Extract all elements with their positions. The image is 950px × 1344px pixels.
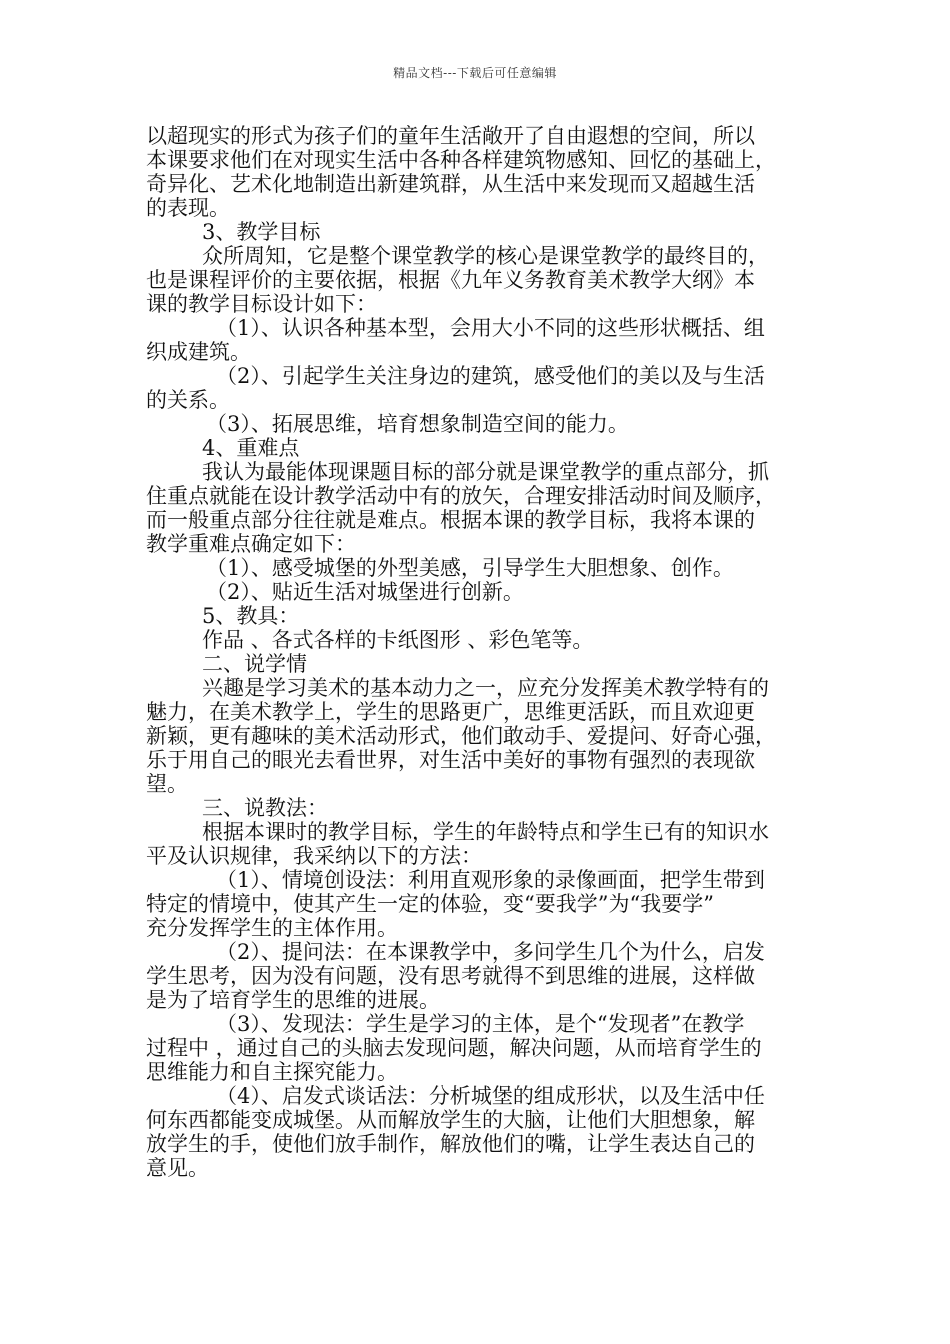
text-line: 兴趣是学习美术的基本动力之一，应充分发挥美术教学特有的 (202, 676, 769, 700)
text-line: （1）、认识各种基本型，会用大小不同的这些形状概括、组 (216, 316, 765, 340)
text-line: 众所周知，它是整个课堂教学的核心是课堂教学的最终目的， (202, 244, 769, 268)
text-line: 3、教学目标 (202, 220, 321, 244)
text-line: 本课要求他们在对现实生活中各种各样建筑物感知、回忆的基础上， (146, 148, 776, 172)
text-line: 4、重难点 (202, 436, 300, 460)
text-line: 织成建筑。 (146, 340, 251, 364)
text-line: （2）、提问法：在本课教学中，多问学生几个为什么，启发 (216, 940, 765, 964)
text-line: 住重点就能在设计教学活动中有的放矢，合理安排活动时间及顺序， (146, 484, 776, 508)
text-line: （2）、引起学生关注身边的建筑，感受他们的美以及与生活 (216, 364, 765, 388)
text-line: （2）、贴近生活对城堡进行创新。 (206, 580, 524, 604)
text-line: 新颖，更有趣味的美术活动形式，他们敢动手、爱提问、好奇心强， (146, 724, 776, 748)
text-line: 过程中 ，通过自己的头脑去发现问题，解决问题，从而培育学生的 (146, 1036, 762, 1060)
text-line: 意见。 (146, 1156, 209, 1180)
text-line: 特定的情境中，使其产生一定的体验，变“要我学”为“我要学” (146, 892, 714, 916)
text-line: 根据本课时的教学目标，学生的年龄特点和学生已有的知识水 (202, 820, 769, 844)
text-line: （1）、情境创设法：利用直观形象的录像画面，把学生带到 (216, 868, 765, 892)
text-line: 教学重难点确定如下： (146, 532, 356, 556)
text-line: 的关系。 (146, 388, 230, 412)
text-line: 学生思考，因为没有问题，没有思考就得不到思维的进展，这样做 (146, 964, 755, 988)
text-line: 何东西都能变成城堡。从而解放学生的大脑，让他们大胆想象，解 (146, 1108, 755, 1132)
text-line: 奇异化、艺术化地制造出新建筑群，从生活中来发现而又超越生活 (146, 172, 755, 196)
text-line: 思维能力和自主探究能力。 (146, 1060, 398, 1084)
text-line: 二、说学情 (202, 652, 307, 676)
text-line: 而一般重点部分往往就是难点。根据本课的教学目标，我将本课的 (146, 508, 755, 532)
text-line: 作品 、各式各样的卡纸图形 、彩色笔等。 (202, 628, 594, 652)
text-line: 魅力，在美术教学上，学生的思路更广，思维更活跃，而且欢迎更 (146, 700, 755, 724)
text-line: （1）、感受城堡的外型美感，引导学生大胆想象、创作。 (206, 556, 734, 580)
text-line: 平及认识规律，我采纳以下的方法： (146, 844, 482, 868)
text-line: 课的教学目标设计如下： (146, 292, 377, 316)
text-line: 充分发挥学生的主体作用。 (146, 916, 398, 940)
text-line: 三、说教法： (202, 796, 328, 820)
text-line: 以超现实的形式为孩子们的童年生活敞开了自由遐想的空间，所以 (146, 124, 755, 148)
text-line: 望。 (146, 772, 188, 796)
text-line: 的表现。 (146, 196, 230, 220)
page-header: 精品文档---下载后可任意编辑 (393, 66, 557, 80)
text-line: 5、教具： (202, 604, 300, 628)
text-line: （3）、拓展思维，培育想象制造空间的能力。 (206, 412, 629, 436)
text-line: 放学生的手，使他们放手制作，解放他们的嘴，让学生表达自己的 (146, 1132, 755, 1156)
text-line: 乐于用自己的眼光去看世界，对生活中美好的事物有强烈的表现欲 (146, 748, 755, 772)
document-body (146, 124, 808, 1180)
text-line: 也是课程评价的主要依据，根据《九年义务教育美术教学大纲》本 (146, 268, 755, 292)
text-line: 我认为最能体现课题目标的部分就是课堂教学的重点部分，抓 (202, 460, 769, 484)
text-line: （3）、发现法：学生是学习的主体，是个“发现者”在教学 (216, 1012, 745, 1036)
text-line: （4）、启发式谈话法：分析城堡的组成形状，以及生活中任 (216, 1084, 765, 1108)
text-line: 是为了培育学生的思维的进展。 (146, 988, 440, 1012)
